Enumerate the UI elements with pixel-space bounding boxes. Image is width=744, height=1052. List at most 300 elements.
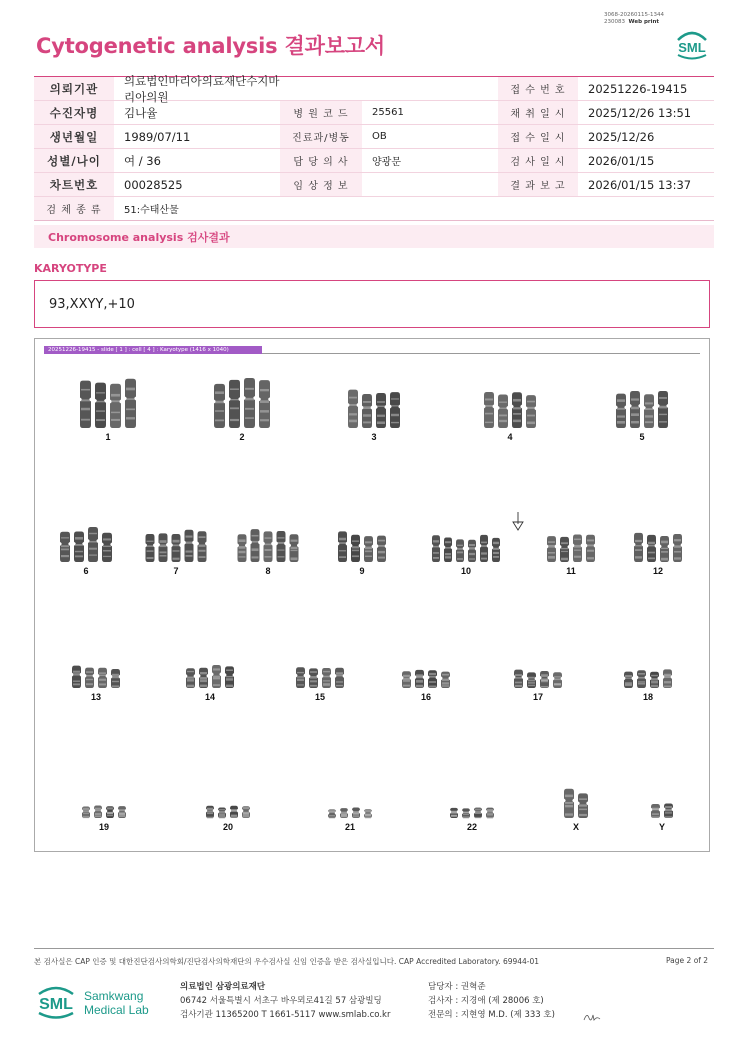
chromosome-band	[61, 537, 69, 538]
chromosome-band	[245, 408, 254, 410]
chromosome-band	[403, 680, 410, 681]
chromosome-band	[95, 813, 101, 815]
chromosome-band	[278, 556, 285, 557]
chromosome-band	[349, 404, 357, 406]
chromosome-band	[252, 535, 259, 537]
chromosome-band	[126, 417, 135, 419]
chromosome-band	[336, 675, 343, 676]
chromosome-number-label: 18	[642, 692, 654, 702]
organization-info	[180, 980, 390, 1022]
chromosome-band	[565, 805, 573, 807]
chromosome-group	[296, 667, 344, 702]
info-label: 접 수 일 시	[498, 125, 578, 148]
chromosome-band	[96, 392, 105, 393]
chromosome-band	[230, 399, 239, 400]
chromosome-band	[554, 678, 561, 680]
chromosome-band	[329, 811, 335, 813]
chromosome-band	[86, 683, 93, 685]
chromosome-band	[243, 815, 249, 818]
chromosome-band	[391, 414, 399, 416]
chromosome-band	[260, 389, 269, 391]
chromosome-number-label: 4	[507, 432, 513, 442]
chromosome-band	[378, 557, 385, 559]
chromosome-band	[587, 539, 594, 541]
chromosome-shape	[80, 381, 91, 428]
chromosome-band	[199, 550, 206, 552]
chromosome-band	[200, 680, 207, 683]
chromosome-band	[323, 676, 330, 678]
chromosome-band	[475, 811, 481, 813]
chromosome-band	[89, 548, 97, 550]
chromosome-band	[291, 557, 298, 560]
chromosome-band	[349, 420, 357, 423]
chromosome-band	[352, 546, 359, 548]
chromosome-band	[199, 536, 206, 538]
chromosome-band	[103, 556, 111, 557]
chromosome-band	[363, 421, 371, 423]
chromosome-band	[75, 537, 83, 540]
chromosome-band	[353, 815, 359, 817]
chromosome-band	[336, 672, 343, 675]
chromosome-band	[475, 817, 481, 819]
chromosome-band	[574, 545, 581, 548]
chromosome-group	[634, 533, 682, 576]
chromosome-group	[214, 378, 270, 442]
chromosome-band	[635, 556, 642, 558]
chromosome-shape	[95, 383, 106, 428]
arrow-down-icon	[513, 512, 523, 530]
chromosome-band	[215, 419, 224, 421]
chromosome-band	[554, 676, 561, 677]
chromosome-band	[81, 408, 90, 411]
chromosome-band	[674, 551, 681, 553]
chromosome-band	[75, 544, 83, 546]
chromosome-band	[513, 413, 521, 415]
chromosome-band	[339, 550, 346, 551]
chromosome-band	[561, 548, 568, 549]
info-label: 병 원 코 드	[280, 101, 362, 124]
chromosome-band	[187, 677, 194, 679]
chromosome-shape	[498, 394, 508, 428]
chromosome-band	[260, 400, 269, 403]
chromosome-band	[659, 397, 667, 399]
chromosome-band	[515, 682, 522, 684]
chromosome-band	[363, 414, 371, 417]
chromosome-band	[365, 814, 371, 817]
chromosome-band	[265, 537, 272, 538]
chromosome-band	[297, 684, 304, 685]
chromosome-band	[95, 810, 101, 811]
chromosome-band	[207, 817, 213, 819]
chromosome-band	[377, 406, 385, 407]
chromosome-band	[112, 676, 119, 678]
chromosome-number-label: 14	[204, 692, 216, 702]
chromosome-band	[579, 798, 587, 800]
chromosome-number-label: 8	[265, 566, 271, 576]
report-title: Cytogenetic analysis 결과보고서	[36, 34, 385, 58]
chromosome-band	[61, 555, 69, 557]
chromosome-band	[353, 812, 359, 815]
chromosome-band	[528, 685, 535, 686]
chromosome-band	[457, 545, 463, 546]
chromosome-band	[231, 810, 237, 812]
chromosome-band	[635, 549, 642, 551]
info-value: OB	[372, 131, 387, 142]
chromosome-band	[561, 558, 568, 561]
chromosome-band	[329, 817, 335, 818]
chromosome-band	[239, 551, 246, 553]
chromosome-band	[126, 388, 135, 391]
chromosome-band	[638, 683, 645, 685]
chromosome-band	[349, 397, 357, 399]
chromosome-band	[147, 541, 154, 542]
chromosome-band	[112, 681, 119, 682]
chromosome-group	[206, 806, 250, 832]
chromosome-band	[73, 671, 80, 673]
chromosome-number-label: 19	[98, 822, 110, 832]
chromosome-band	[652, 813, 659, 815]
chromosome-band	[485, 422, 493, 423]
chromosome-group	[450, 808, 494, 832]
chromosome-band	[265, 549, 272, 551]
chromosome-band	[61, 549, 69, 551]
chromosome-band	[469, 544, 475, 546]
chromosome-band	[485, 405, 493, 407]
chromosome-band	[219, 811, 225, 813]
chromosome-number-label: X	[572, 822, 580, 832]
chromosome-band	[651, 678, 658, 680]
chromosome-group	[514, 670, 562, 702]
chromosome-band	[96, 419, 105, 421]
chromosome-band	[207, 811, 213, 813]
chromosome-band	[111, 394, 120, 397]
patient-info-table	[34, 73, 714, 221]
chromosome-band	[475, 808, 481, 810]
chromosome-band	[219, 809, 225, 810]
info-value: 00028525	[124, 177, 183, 192]
chromosome-band	[485, 413, 493, 415]
chromosome-band	[119, 813, 125, 814]
info-label: 생년월일	[34, 125, 114, 148]
chromosome-band	[86, 671, 93, 673]
chromosome-band	[451, 811, 457, 813]
chromosome-group	[60, 527, 112, 576]
chromosome-band	[226, 669, 233, 671]
chromosome-band	[515, 685, 522, 687]
chromosome-band	[378, 545, 385, 547]
chromosome-band	[617, 421, 625, 424]
chromosome-band	[213, 684, 220, 686]
chromosome-band	[463, 812, 469, 813]
chromosome-group	[82, 805, 126, 832]
chromosome-band	[239, 556, 246, 557]
chromosome-band	[99, 679, 106, 681]
chromosome-band	[173, 550, 180, 551]
chromosome-group	[651, 803, 673, 832]
chromosome-band	[638, 677, 645, 679]
chromosome-band	[112, 674, 119, 677]
chromosome-band	[515, 674, 522, 676]
chromosome-band	[475, 813, 481, 814]
chromosome-band	[574, 556, 581, 558]
chromosome-band	[95, 808, 101, 810]
chromosome-band	[89, 533, 97, 534]
chromosome-band	[215, 410, 224, 412]
chromosome-band	[416, 676, 423, 678]
chromosome-band	[652, 816, 659, 817]
specimen-value: 51:수태산물	[124, 205, 179, 216]
chromosome-band	[339, 542, 346, 544]
chromosome-band	[659, 421, 667, 422]
chromosome-band	[61, 545, 69, 547]
chromosome-band	[339, 556, 346, 558]
chromosome-band	[187, 671, 194, 672]
chromosome-band	[310, 671, 317, 673]
chromosome-band	[160, 544, 167, 547]
chromosome-band	[433, 552, 439, 554]
chromosome-band	[83, 816, 89, 819]
chromosome-band	[664, 686, 671, 688]
chromosome-band	[73, 681, 80, 682]
chromosome-band	[527, 401, 535, 403]
chromosome-band	[527, 407, 535, 409]
chromosome-band	[83, 813, 89, 815]
chromosome-band	[528, 680, 535, 682]
chromosome-band	[310, 680, 317, 682]
info-label: 수진자명	[34, 101, 114, 124]
chromosome-band	[659, 406, 667, 409]
info-label: 진료과/병동	[280, 125, 362, 148]
chromosome-band	[625, 684, 632, 686]
chromosome-shape	[111, 669, 120, 688]
chromosome-number-label: 15	[314, 692, 326, 702]
chromosome-band	[674, 545, 681, 547]
info-label: 채 취 일 시	[498, 101, 578, 124]
chromosome-number-label: 16	[420, 692, 432, 702]
chromosome-shape	[125, 379, 136, 428]
chromosome-band	[463, 816, 469, 818]
chromosome-band	[215, 391, 224, 394]
chromosome-band	[213, 678, 220, 679]
chromosome-shape	[512, 392, 522, 428]
chromosome-band	[541, 686, 548, 687]
chromosome-band	[565, 813, 573, 815]
chromosome-shape	[214, 384, 225, 428]
chromosome-band	[631, 398, 639, 400]
chromosome-shape	[244, 378, 255, 428]
print-meta-id: 3068-20260115-1344	[604, 12, 664, 18]
chromosome-band	[160, 540, 167, 543]
chromosome-band	[75, 555, 83, 557]
chromosome-band	[665, 812, 672, 813]
chromosome-band	[187, 679, 194, 681]
chromosome-band	[469, 558, 475, 559]
info-value: 25561	[372, 107, 404, 118]
chromosome-band	[493, 556, 499, 558]
chromosome-band	[352, 555, 359, 557]
chromosome-band	[365, 810, 371, 812]
chromosome-band	[245, 388, 254, 390]
chromosome-band	[186, 542, 193, 544]
chromosome-band	[651, 685, 658, 688]
chromosome-band	[230, 388, 239, 390]
chromosome-group	[186, 665, 234, 702]
chromosome-band	[487, 810, 493, 812]
chromosome-band	[239, 539, 246, 542]
chromosome-band	[485, 398, 493, 400]
chromosome-band	[200, 685, 207, 687]
chromosome-band	[363, 406, 371, 409]
chromosome-band	[433, 557, 439, 559]
info-value: 2025/12/26 13:51	[588, 105, 692, 120]
chromosome-band	[173, 558, 180, 560]
chromosome-band	[442, 685, 449, 686]
chromosome-band	[674, 539, 681, 541]
chromosome-band	[245, 398, 254, 400]
chromosome-band	[365, 817, 371, 819]
info-label: 의뢰기관	[34, 77, 114, 100]
chromosome-group	[348, 390, 400, 442]
chromosome-band	[548, 556, 555, 559]
chromosome-band	[513, 407, 521, 409]
info-row	[34, 125, 714, 149]
chromosome-band	[648, 557, 655, 559]
info-label: 담 당 의 사	[280, 149, 362, 172]
sml-logo-icon	[672, 28, 712, 62]
chromosome-band	[213, 668, 220, 670]
chromosome-group	[564, 789, 588, 832]
chromosome-band	[111, 400, 120, 402]
chromosome-group	[402, 670, 450, 702]
chromosome-band	[147, 545, 154, 547]
chromosome-band	[442, 679, 449, 681]
chromosome-band	[648, 552, 655, 554]
chromosome-band	[652, 809, 659, 811]
chromosome-band	[99, 683, 106, 685]
chromosome-number-label: 12	[652, 566, 664, 576]
chromosome-band	[617, 408, 625, 410]
chromosome-band	[457, 548, 463, 550]
sml-logo-text: SML	[678, 40, 706, 55]
chromosome-band	[513, 420, 521, 423]
chromosome-band	[463, 814, 469, 815]
chromosome-band	[291, 547, 298, 550]
chromosome-band	[664, 676, 671, 679]
chromosome-band	[323, 671, 330, 672]
chromosome-number-label: 6	[83, 566, 89, 576]
chromosome-band	[107, 815, 113, 817]
chromosome-band	[243, 807, 249, 809]
chromosome-band	[260, 419, 269, 421]
chromosome-band	[107, 812, 113, 814]
chromosome-band	[73, 683, 80, 685]
chromosome-band	[429, 686, 436, 688]
chromosome-band	[487, 817, 493, 819]
chromosome-band	[86, 675, 93, 676]
chromosome-band	[231, 815, 237, 818]
chromosome-band	[481, 542, 487, 544]
chromosome-band	[352, 550, 359, 552]
chromosome-shape	[492, 538, 500, 562]
chromosome-group	[80, 379, 136, 442]
chromosome-number-label: 7	[173, 566, 179, 576]
chromosome-band	[665, 816, 672, 818]
chromosome-band	[245, 417, 254, 419]
chromosome-number-label: 1	[105, 432, 111, 442]
footer-divider	[34, 948, 714, 949]
chromosome-band	[103, 550, 111, 552]
chromosome-band	[365, 556, 372, 557]
chromosome-band	[365, 547, 372, 550]
specimen-label: 검 체 종 류	[34, 197, 114, 220]
chromosome-band	[83, 810, 89, 812]
chromosome-band	[200, 672, 207, 674]
chromosome-band	[527, 422, 535, 425]
chromosome-band	[199, 556, 206, 558]
chromosome-band	[219, 816, 225, 819]
chromosome-band	[651, 675, 658, 676]
chromosome-band	[579, 804, 587, 806]
print-meta	[604, 12, 664, 25]
chromosome-band	[186, 550, 193, 552]
chromosome-band	[487, 813, 493, 815]
chromosome-band	[674, 557, 681, 559]
chromosome-band	[469, 553, 475, 555]
chromosome-band	[648, 545, 655, 546]
chromosome-band	[587, 550, 594, 552]
chromosome-band	[391, 398, 399, 399]
info-value: 의료법인마리아의료재단수지마리아의원	[124, 73, 280, 104]
chromosome-band	[651, 681, 658, 684]
chromosome-number-label: 5	[639, 432, 645, 442]
chromosome-band	[200, 677, 207, 679]
chromosome-band	[661, 551, 668, 553]
chromosome-band	[377, 415, 385, 417]
karyogram	[36, 358, 708, 850]
chromosome-band	[665, 809, 672, 811]
info-label: 검 사 일 시	[498, 149, 578, 172]
chromosome-band	[587, 544, 594, 546]
chromosome-band	[499, 402, 507, 403]
info-row	[34, 173, 714, 197]
chromosome-band	[445, 547, 451, 549]
slide-divider	[262, 353, 700, 354]
chromosome-band	[416, 685, 423, 688]
info-value: 2025/12/26	[588, 129, 655, 144]
chromosome-band	[73, 673, 80, 675]
chromosome-band	[173, 544, 180, 546]
chromosome-shape	[110, 384, 121, 428]
chromosome-number-label: 22	[466, 822, 478, 832]
chromosome-band	[445, 556, 451, 558]
staff-manager: 담당자 : 권혁준	[428, 982, 486, 992]
chromosome-number-label: 2	[239, 432, 245, 442]
chromosome-shape	[102, 533, 112, 562]
chromosome-band	[625, 678, 632, 679]
chromosome-shape	[637, 670, 646, 688]
chromosome-band	[107, 807, 113, 809]
chromosome-number-label: 9	[359, 566, 365, 576]
staff-tester: 검사자 : 지경애 (제 28006 호)	[428, 996, 544, 1006]
chromosome-group	[338, 531, 386, 576]
chromosome-band	[661, 548, 668, 549]
chromosome-band	[89, 554, 97, 555]
chromosome-band	[96, 401, 105, 403]
chromosome-band	[215, 401, 224, 404]
chromosome-band	[565, 795, 573, 798]
chromosome-band	[587, 557, 594, 559]
chromosome-band	[499, 408, 507, 409]
